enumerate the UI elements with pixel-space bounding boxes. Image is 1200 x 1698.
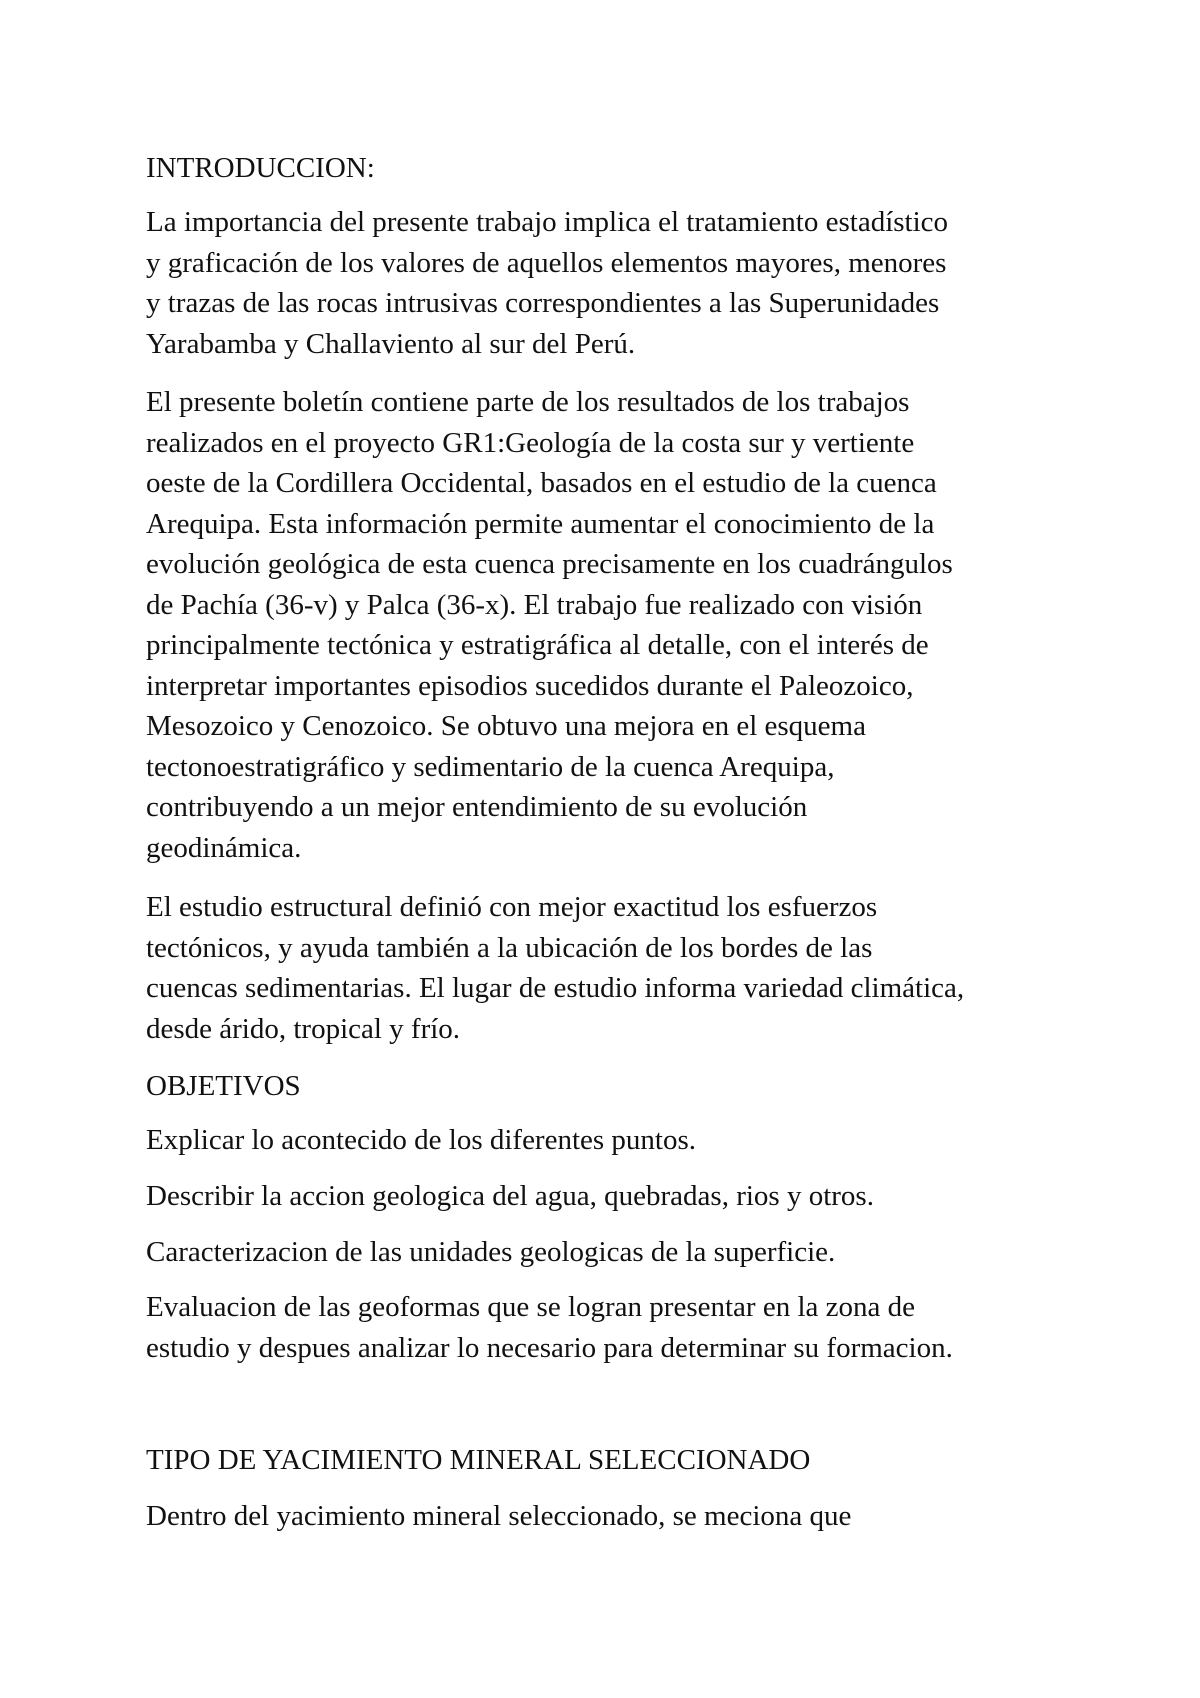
heading-objetivos: OBJETIVOS [146, 1070, 301, 1102]
tipo-paragraph-1: Dentro del yacimiento mineral seleccionado, se meciona que [146, 1500, 852, 1532]
intro-paragraph-1: La importancia del presente trabajo implica el tratamiento estadístico y graficación de los valores de aquellos elementos mayores, menores y trazas de las rocas intrusivas correspondientes a las Superunidades Yarabamba y Challaviento al sur del Perú. [146, 206, 949, 360]
objetivo-item-1: Explicar lo acontecido de los diferentes puntos. [146, 1124, 697, 1156]
objetivo-item-3: Caracterizacion de las unidades geologicas de la superficie. [146, 1236, 836, 1268]
objetivo-item-4: Evaluacion de las geoformas que se logran presentar en la zona de estudio y despues analizar lo necesario para determinar su formacion. [146, 1291, 953, 1364]
objetivo-item-2: Describir la accion geologica del agua, quebradas, rios y otros. [146, 1180, 874, 1212]
heading-introduccion: INTRODUCCION: [146, 152, 375, 184]
intro-paragraph-2: El presente boletín contiene parte de los resultados de los trabajos realizados en el proyecto GR1:Geología de la costa sur y vertiente oeste de la Cordillera Occidental, basados en el estudio de la cuenca Arequipa. Esta información permite aumentar el conocimiento de la evolución geológica de esta cuenca precisamente en los cuadrángulos de Pachía (36-v) y Palca (36-x). El trabajo fue realizado con visión principalmente tectónica y estratigráfica al detalle, con el interés de interpretar importantes episodios sucedidos durante el Paleozoico, Mesozoico y Cenozoico. Se obtuvo una mejora en el esquema tectonoestratigráfico y sedimentario de la cuenca Arequipa, contribuyendo a un mejor entendimiento de su evolución geodinámica. [146, 386, 953, 864]
heading-tipo-yacimiento: TIPO DE YACIMIENTO MINERAL SELECCIONADO [146, 1444, 811, 1476]
intro-paragraph-3: El estudio estructural definió con mejor exactitud los esfuerzos tectónicos, y ayuda también a la ubicación de los bordes de las cuencas sedimentarias. El lugar de estudio informa variedad climática, desde árido, tropical y frío. [146, 891, 965, 1045]
